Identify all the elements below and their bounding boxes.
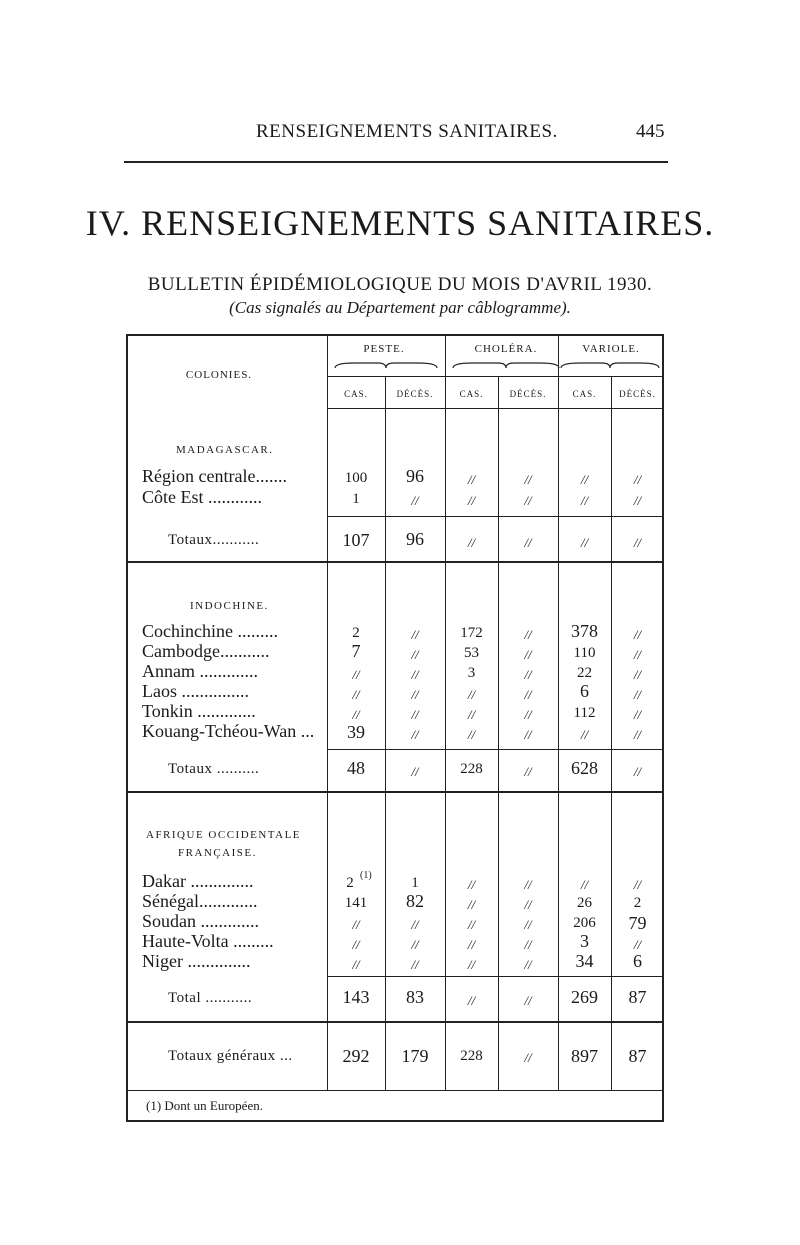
cell: //: [524, 897, 532, 912]
cell: 112: [573, 705, 596, 721]
cell: //: [411, 667, 419, 682]
cell: //: [411, 957, 419, 972]
subtotal-rule: [327, 516, 664, 517]
row-label: Sénégal.............: [142, 891, 258, 911]
cell: //: [524, 493, 532, 508]
cell: //: [633, 627, 642, 642]
bulletin-subtitle: (Cas signalés au Département par câblogramme).: [229, 298, 571, 317]
cell: //: [352, 937, 360, 952]
cell: //: [352, 667, 360, 682]
cell: //: [352, 917, 360, 932]
section-heading-aof: AFRIQUE OCCIDENTALE: [146, 829, 302, 841]
total-cell: //: [524, 764, 532, 779]
cell: //: [352, 957, 360, 972]
cell: 2: [352, 625, 360, 641]
cell: //: [633, 877, 642, 892]
cell: 1: [352, 491, 360, 507]
cell: 1: [411, 875, 419, 891]
cell: //: [580, 727, 589, 742]
cell: //: [411, 627, 419, 642]
cell: //: [352, 707, 360, 722]
grand-total-cell: 292: [342, 1046, 370, 1066]
total-label: Totaux...........: [168, 532, 260, 548]
section-title: IV. RENSEIGNEMENTS SANITAIRES.: [85, 203, 715, 243]
cell: 110: [573, 645, 596, 661]
cell: //: [411, 687, 419, 702]
cell: //: [580, 877, 589, 892]
cell: //: [467, 917, 476, 932]
cell: 378: [571, 621, 598, 641]
row-label: Haute-Volta .........: [142, 931, 274, 951]
cell: //: [411, 647, 419, 662]
footnote-rule: [128, 1090, 664, 1091]
cell: 53: [464, 645, 479, 661]
cell: //: [524, 957, 532, 972]
section-rule: [128, 561, 664, 563]
row-label: Annam .............: [142, 661, 258, 681]
cell: 172: [460, 625, 483, 641]
cell: 7: [351, 641, 361, 661]
footnote: (1) Dont un Européen.: [146, 1098, 263, 1113]
group-header-variole: VARIOLE.: [582, 343, 640, 355]
total-cell: 228: [460, 761, 483, 777]
total-cell: 269: [571, 987, 598, 1007]
cell: 22: [577, 665, 592, 681]
row-label: Région centrale.......: [142, 466, 287, 486]
cell: //: [411, 727, 419, 742]
cell: //: [633, 493, 642, 508]
cell: 100: [344, 470, 368, 486]
total-cell: 87: [628, 987, 647, 1007]
grand-total-cell: 179: [401, 1046, 429, 1066]
colonies-header: COLONIES.: [185, 369, 253, 381]
total-cell: //: [580, 535, 589, 550]
cell: //: [633, 687, 642, 702]
section-heading-aof-line2: FRANÇAISE.: [178, 847, 257, 859]
cell: //: [524, 627, 532, 642]
cell: 79: [628, 913, 647, 933]
section-heading-indochine: INDOCHINE.: [190, 600, 269, 612]
total-cell: 83: [406, 987, 424, 1007]
cell: //: [633, 727, 642, 742]
cell: //: [524, 667, 532, 682]
row-label: Côte Est ............: [142, 487, 262, 507]
cell: //: [524, 877, 532, 892]
epidemiological-table: [126, 334, 664, 1122]
cell: //: [467, 897, 476, 912]
grand-total-cell: //: [524, 1050, 532, 1065]
brace-variole: [560, 361, 660, 369]
cell: //: [467, 493, 476, 508]
row-label: Niger ..............: [142, 951, 251, 971]
row-label: Tonkin .............: [142, 701, 256, 721]
subheader-peste-cas: CAS.: [344, 389, 368, 399]
cell: //: [411, 937, 419, 952]
cell: //: [352, 687, 360, 702]
total-cell: //: [467, 535, 476, 550]
brace-peste: [334, 361, 438, 369]
cell: 26: [577, 895, 592, 911]
cell: 3: [580, 931, 589, 951]
cell: //: [524, 647, 532, 662]
row-label: Laos ...............: [142, 681, 249, 701]
row-label: Cochinchine .........: [142, 621, 278, 641]
cell: //: [524, 937, 532, 952]
cell: //: [467, 877, 476, 892]
cell: 39: [347, 722, 365, 742]
total-cell: //: [467, 993, 476, 1008]
row-label: Cambodge...........: [142, 641, 270, 661]
cell: 34: [575, 951, 594, 971]
row-label: Soudan .............: [142, 911, 259, 931]
cell: 2: [633, 895, 642, 911]
bulletin-title: BULLETIN ÉPIDÉMIOLOGIQUE DU MOIS D'AVRIL 1930.: [147, 274, 653, 295]
grand-total-label: Totaux généraux ...: [168, 1048, 293, 1064]
section-rule: [128, 791, 664, 793]
cell: //: [524, 917, 532, 932]
subtotal-rule: [327, 976, 664, 977]
total-cell: 143: [342, 987, 370, 1007]
grand-total-cell: 228: [460, 1048, 483, 1064]
row-label: Kouang-Tchéou-Wan ...: [142, 721, 315, 741]
section-heading-madagascar: MADAGASCAR.: [176, 444, 274, 456]
cell: //: [411, 707, 419, 722]
cell: //: [467, 472, 476, 487]
cell: //: [633, 667, 642, 682]
total-cell: 107: [342, 530, 370, 550]
total-cell: //: [411, 764, 419, 779]
total-cell: //: [633, 535, 642, 550]
cell: 6: [633, 951, 642, 971]
cell: //: [524, 687, 532, 702]
total-cell: 96: [406, 529, 424, 549]
cell: 206: [573, 915, 596, 931]
cell: //: [633, 707, 642, 722]
cell: //: [524, 727, 532, 742]
grand-total-cell: 897: [571, 1046, 598, 1066]
cell: //: [524, 472, 532, 487]
group-header-peste: PESTE.: [363, 343, 405, 355]
total-label: Totaux ..........: [168, 761, 260, 777]
subheader-variole-deces: DÉCÈS.: [619, 389, 656, 399]
cell: //: [633, 647, 642, 662]
cell: 2: [346, 875, 354, 891]
cell: //: [467, 707, 476, 722]
header-rule: [124, 161, 668, 163]
total-cell: 48: [347, 758, 365, 778]
total-cell: 628: [571, 758, 598, 778]
cell: //: [524, 707, 532, 722]
footnote-marker: (1): [360, 870, 372, 881]
subheader-variole-cas: CAS.: [572, 389, 597, 399]
cell: //: [467, 727, 476, 742]
cell: //: [633, 472, 642, 487]
group-header-cholera: CHOLÉRA.: [474, 343, 538, 355]
cell: //: [467, 957, 476, 972]
page-number: 445: [636, 121, 665, 142]
cell: //: [633, 937, 642, 952]
subheader-cholera-deces: DÉCÈS.: [509, 389, 547, 399]
cell: 141: [344, 895, 368, 911]
row-label: Dakar ..............: [142, 871, 254, 891]
brace-cholera: [452, 361, 560, 369]
cell: //: [580, 472, 589, 487]
subheader-peste-deces: DÉCÈS.: [396, 389, 434, 399]
cell: 96: [406, 466, 424, 486]
cell: 6: [580, 681, 589, 701]
cell: 82: [406, 891, 424, 911]
cell: 3: [467, 665, 476, 681]
subtotal-rule: [327, 749, 664, 750]
running-title: RENSEIGNEMENTS SANITAIRES.: [256, 121, 558, 142]
cell: //: [411, 917, 419, 932]
total-cell: //: [633, 764, 642, 779]
total-label: Total ...........: [168, 990, 253, 1006]
header-rule-inner: [327, 376, 664, 377]
header-bottom-rule: [327, 408, 664, 409]
cell: //: [411, 493, 419, 508]
cell: //: [580, 493, 589, 508]
grand-total-cell: 87: [628, 1046, 647, 1066]
subheader-cholera-cas: CAS.: [459, 389, 484, 399]
total-cell: //: [524, 993, 532, 1008]
section-rule: [128, 1021, 664, 1023]
cell: //: [467, 687, 476, 702]
total-cell: //: [524, 535, 532, 550]
cell: //: [467, 937, 476, 952]
